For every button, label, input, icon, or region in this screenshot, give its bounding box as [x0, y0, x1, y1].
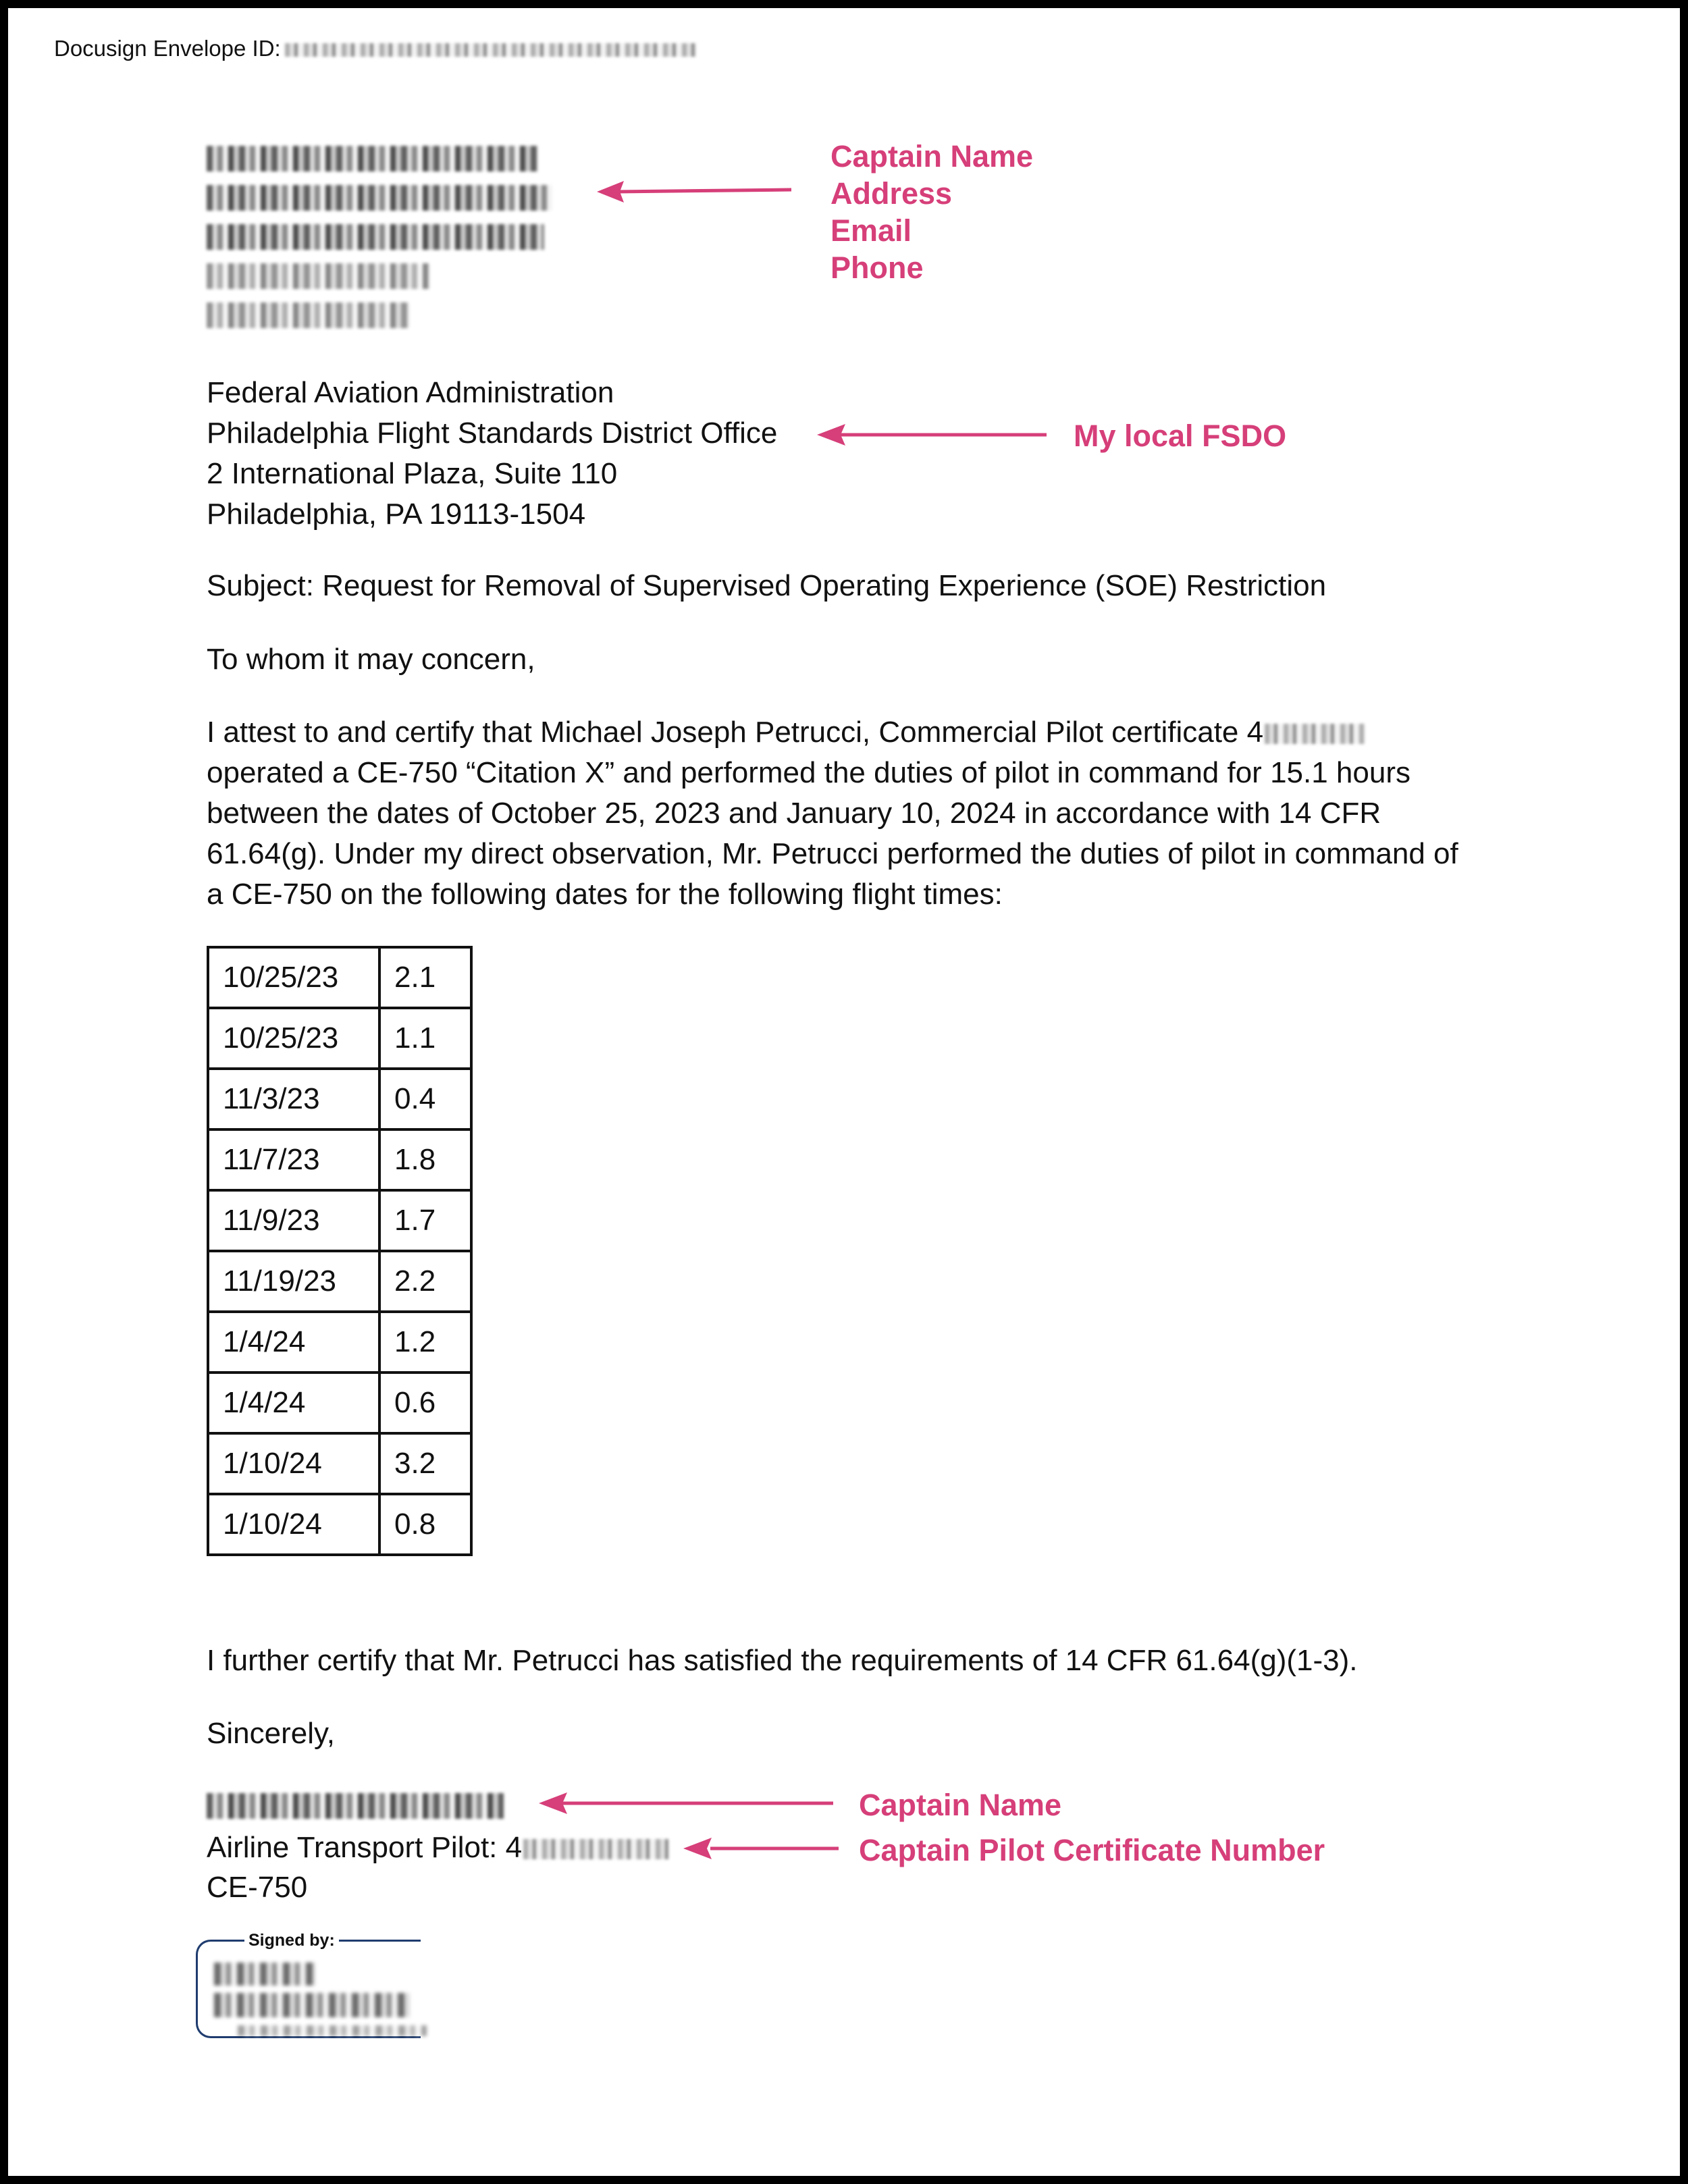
flight-hours: 2.1	[379, 947, 471, 1008]
fsdo-annotation: My local FSDO	[1074, 419, 1287, 453]
annotation-arrows	[8, 8, 1680, 2176]
flight-hours: 0.8	[379, 1494, 471, 1555]
flight-hours: 1.1	[379, 1008, 471, 1069]
paragraph-line: operated a CE-750 “Citation X” and performed the duties of pilot in command for 15.1 hours	[207, 756, 1410, 789]
flight-hours: 1.8	[379, 1129, 471, 1190]
flight-hours: 1.7	[379, 1190, 471, 1251]
paragraph-line: a CE-750 on the following dates for the following flight times:	[207, 878, 1003, 911]
signed-by-label: Signed by:	[244, 1931, 339, 1950]
signer-name-annotation: Captain Name	[859, 1788, 1062, 1822]
flight-hours: 1.2	[379, 1312, 471, 1373]
flight-hours: 3.2	[379, 1433, 471, 1494]
annotation-phone: Phone	[830, 250, 924, 285]
flight-date: 1/4/24	[208, 1312, 379, 1373]
flight-hours: 0.6	[379, 1373, 471, 1433]
recipient-line: 2 International Plaza, Suite 110	[207, 457, 618, 490]
flight-date: 11/19/23	[208, 1251, 379, 1312]
flight-date: 11/9/23	[208, 1190, 379, 1251]
recipient-line: Federal Aviation Administration	[207, 376, 614, 409]
paragraph-line: between the dates of October 25, 2023 and January 10, 2024 in accordance with 14 CFR	[207, 797, 1381, 830]
annotation-address: Address	[830, 176, 953, 211]
paragraph-line: 61.64(g). Under my direct observation, Mr. Petrucci performed the duties of pilot in command of	[207, 837, 1458, 870]
aircraft-type: CE-750	[207, 1871, 308, 1904]
arrow-head-icon	[683, 1838, 712, 1859]
arrow-header	[616, 190, 791, 192]
envelope-id-label: Docusign Envelope ID:	[54, 36, 281, 61]
flight-hours: 0.4	[379, 1069, 471, 1129]
flight-hours: 2.2	[379, 1251, 471, 1312]
annotation-email: Email	[830, 213, 912, 248]
certificate-annotation: Captain Pilot Certificate Number	[859, 1833, 1325, 1867]
closing: Sincerely,	[207, 1717, 335, 1750]
flight-date: 10/25/23	[208, 1008, 379, 1069]
paragraph-line-text: I attest to and certify that Michael Joseph Petrucci, Commercial Pilot certificate 4	[207, 716, 1264, 749]
flight-date: 11/3/23	[208, 1069, 379, 1129]
recipient-line: Philadelphia Flight Standards District Office	[207, 417, 778, 450]
annotation-captain-name: Captain Name	[830, 139, 1034, 174]
flight-date: 1/10/24	[208, 1433, 379, 1494]
flight-date: 10/25/23	[208, 947, 379, 1008]
atp-certificate-label: Airline Transport Pilot: 4	[207, 1831, 523, 1864]
salutation: To whom it may concern,	[207, 643, 535, 676]
flight-date: 1/4/24	[208, 1373, 379, 1433]
recipient-line: Philadelphia, PA 19113-1504	[207, 498, 586, 531]
flight-date: 11/7/23	[208, 1129, 379, 1190]
flight-date: 1/10/24	[208, 1494, 379, 1555]
further-certification: I further certify that Mr. Petrucci has satisfied the requirements of 14 CFR 61.64(g)(1-3).	[207, 1644, 1358, 1677]
subject-line: Subject: Request for Removal of Supervised Operating Experience (SOE) Restriction	[207, 569, 1327, 602]
arrow-head-icon	[597, 181, 624, 203]
